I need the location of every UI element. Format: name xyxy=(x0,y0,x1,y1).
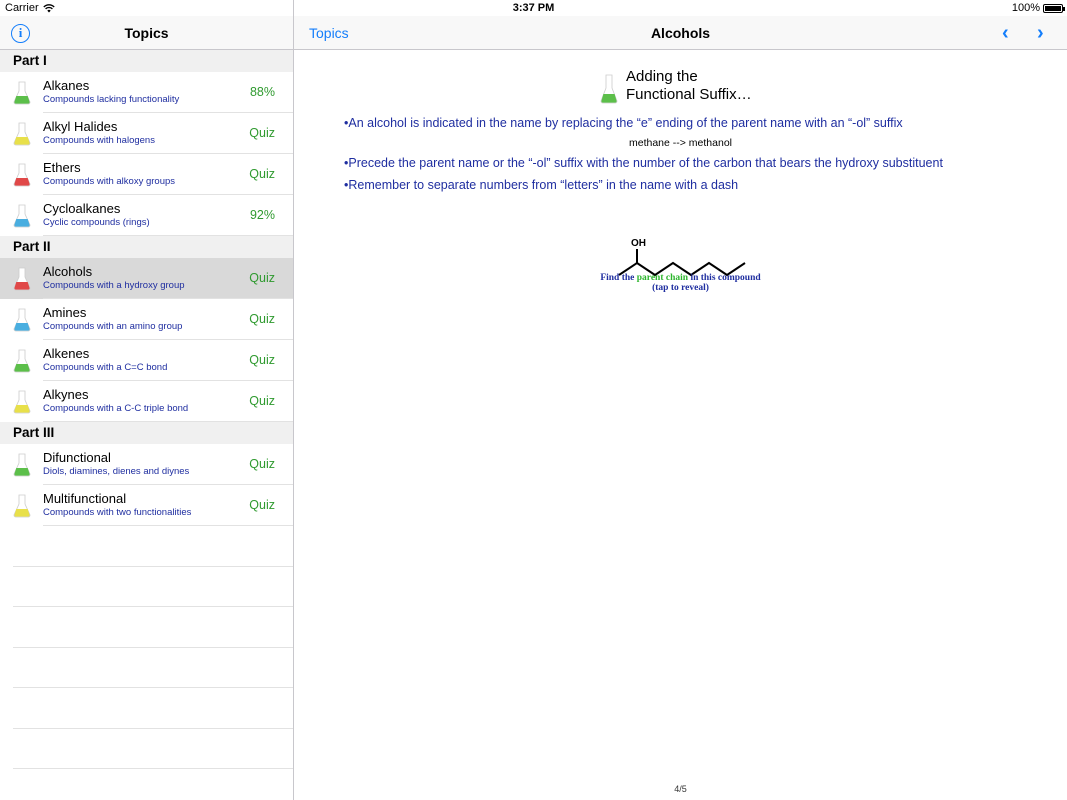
topic-subtitle: Compounds lacking functionality xyxy=(43,94,180,105)
topic-badge: Quiz xyxy=(249,271,275,285)
topic-subtitle: Compounds with an amino group xyxy=(43,321,183,332)
topic-title: Alkynes xyxy=(43,387,89,402)
status-bar xyxy=(0,0,1067,16)
topic-row-difunctional[interactable] xyxy=(0,444,293,485)
flask-icon xyxy=(13,267,31,291)
topic-subtitle: Compounds with two functionalities xyxy=(43,507,192,518)
topic-badge: Quiz xyxy=(249,312,275,326)
empty-row xyxy=(0,729,293,770)
topic-row-alkynes[interactable] xyxy=(0,381,293,422)
molecule-caption[interactable] xyxy=(294,273,1067,293)
topic-badge: Quiz xyxy=(249,498,275,512)
flask-icon xyxy=(13,494,31,518)
previous-page-icon[interactable]: ‹ xyxy=(1002,22,1009,44)
flask-icon xyxy=(13,349,31,373)
flask-icon xyxy=(13,163,31,187)
detail-pane xyxy=(294,16,1067,800)
flask-icon xyxy=(13,453,31,477)
empty-row xyxy=(0,567,293,608)
next-page-icon[interactable]: › xyxy=(1037,22,1044,44)
topic-title: Difunctional xyxy=(43,450,111,465)
flask-icon xyxy=(13,204,31,228)
battery-percent: 100% xyxy=(1011,2,1040,14)
heading-line-2: Functional Suffix… xyxy=(626,86,752,103)
topic-row-amines[interactable] xyxy=(0,299,293,340)
section-header: Part III xyxy=(0,422,293,444)
topic-badge: Quiz xyxy=(249,457,275,471)
topics-back-button[interactable]: Topics xyxy=(309,25,349,41)
flask-icon xyxy=(13,122,31,146)
molecule-diagram[interactable] xyxy=(609,221,749,281)
topics-pane xyxy=(0,16,293,800)
topic-title: Amines xyxy=(43,305,87,320)
example-text: methane --> methanol xyxy=(628,137,733,149)
heading-line-1: Adding the xyxy=(626,68,698,85)
slide-heading xyxy=(600,68,752,104)
topic-subtitle: Diols, diamines, dienes and diynes xyxy=(43,466,190,477)
topic-subtitle: Compounds with a C=C bond xyxy=(43,362,168,373)
flask-icon xyxy=(13,390,31,414)
topic-badge: 92% xyxy=(249,208,275,222)
topic-row-ethers[interactable] xyxy=(0,154,293,195)
battery-indicator xyxy=(1012,2,1063,14)
caption-highlight: parent chain xyxy=(636,273,689,283)
carrier-label: Carrier xyxy=(5,2,39,14)
caption-post: in this compound xyxy=(688,273,761,283)
topic-row-alkenes[interactable] xyxy=(0,340,293,381)
section-header: Part I xyxy=(0,50,293,72)
page-indicator: 4/5 xyxy=(674,784,687,794)
topic-subtitle: Cyclic compounds (rings) xyxy=(43,217,150,228)
topic-title: Multifunctional xyxy=(43,491,127,506)
topic-title: Alkenes xyxy=(43,346,90,361)
clock: 3:37 PM xyxy=(512,2,555,14)
topic-title: Alcohols xyxy=(43,264,93,279)
caption-pre: Find the xyxy=(600,273,637,283)
detail-nav-bar xyxy=(294,16,1067,50)
caption-tap-hint: (tap to reveal) xyxy=(652,283,709,293)
topic-list xyxy=(0,50,293,800)
topic-badge: Quiz xyxy=(249,167,275,181)
flask-icon xyxy=(13,308,31,332)
topics-title: Topics xyxy=(124,25,169,41)
topic-title: Ethers xyxy=(43,160,81,175)
topic-subtitle: Compounds with a hydroxy group xyxy=(43,280,185,291)
empty-row xyxy=(0,769,293,800)
topic-badge: 88% xyxy=(249,85,275,99)
topic-title: Alkanes xyxy=(43,78,90,93)
topic-subtitle: Compounds with alkoxy groups xyxy=(43,176,176,187)
topic-row-multifunctional[interactable] xyxy=(0,485,293,526)
topic-row-cycloalkanes[interactable] xyxy=(0,195,293,236)
bullet-3: •Remember to separate numbers from “letters” in the name with a dash xyxy=(344,178,739,192)
topic-subtitle: Compounds with halogens xyxy=(43,135,155,146)
topic-subtitle: Compounds with a C-C triple bond xyxy=(43,403,189,414)
topic-badge: Quiz xyxy=(249,126,275,140)
empty-row xyxy=(0,688,293,729)
topics-nav-bar xyxy=(0,16,293,50)
empty-row xyxy=(0,607,293,648)
empty-row xyxy=(0,526,293,567)
topic-badge: Quiz xyxy=(249,353,275,367)
section-header: Part II xyxy=(0,236,293,258)
flask-icon xyxy=(13,81,31,105)
topic-title: Alkyl Halides xyxy=(43,119,118,134)
info-icon[interactable]: i xyxy=(11,24,30,43)
detail-title: Alcohols xyxy=(650,25,711,41)
battery-icon xyxy=(1043,4,1063,13)
topic-title: Cycloalkanes xyxy=(43,201,121,216)
flask-icon xyxy=(600,74,618,104)
bullet-2: •Precede the parent name or the “-ol” suffix with the number of the carbon that bears the hydroxy substituent xyxy=(344,156,943,170)
hydroxy-label: OH xyxy=(631,238,646,249)
topic-row-alkyl-halides[interactable] xyxy=(0,113,293,154)
topic-row-alkanes[interactable] xyxy=(0,72,293,113)
bullet-1: •An alcohol is indicated in the name by replacing the “e” ending of the parent name with an “-ol” suffix xyxy=(344,116,903,130)
topic-row-alcohols[interactable] xyxy=(0,258,293,299)
empty-row xyxy=(0,648,293,689)
topic-badge: Quiz xyxy=(249,394,275,408)
